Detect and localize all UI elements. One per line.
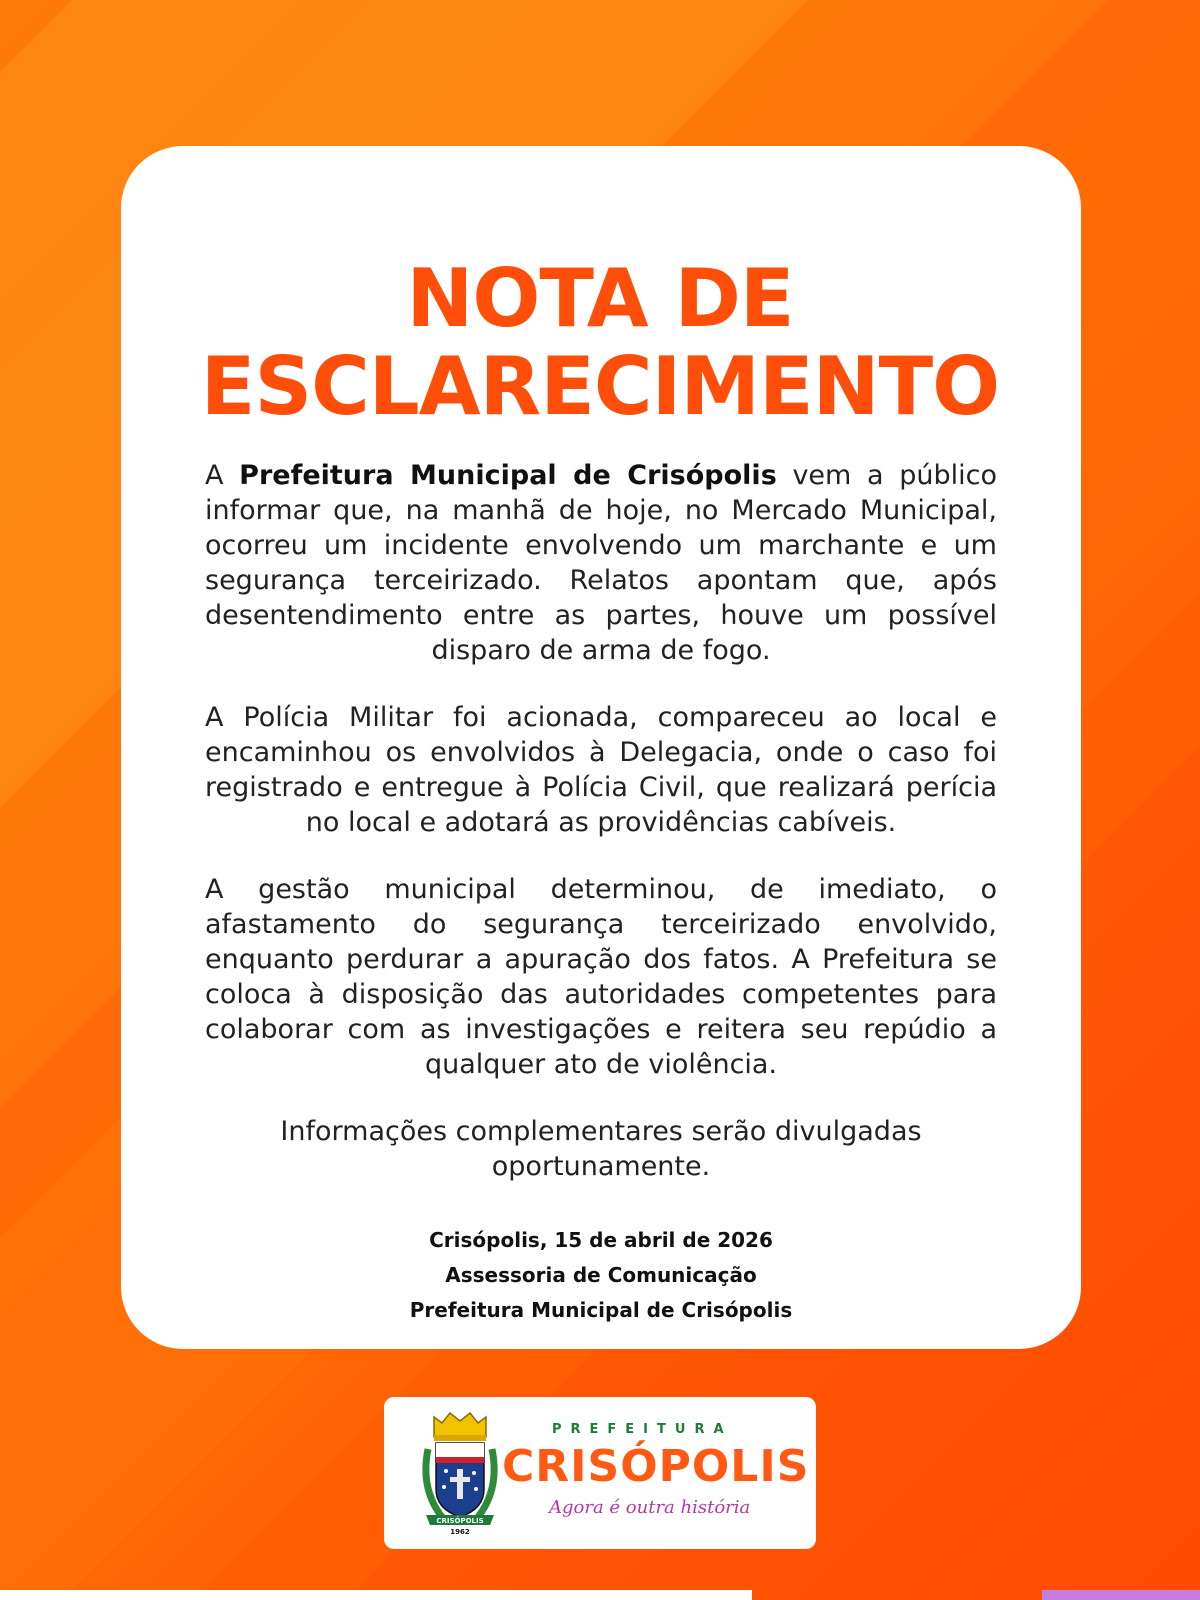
coat-of-arms-icon xyxy=(420,1409,500,1537)
crest-name: CRISÓPOLIS xyxy=(436,1517,484,1525)
logo-city-name: CRISÓPOLIS xyxy=(502,1441,810,1492)
logo-prefix: PREFEITURA xyxy=(552,1422,733,1437)
title-line-1: NOTA DE xyxy=(406,252,794,345)
bottom-purple-bar xyxy=(1042,1590,1200,1600)
signature-department: Assessoria de Comunicação xyxy=(445,1263,757,1287)
signature-date: Crisópolis, 15 de abril de 2026 xyxy=(429,1228,773,1252)
paragraph-3: A gestão municipal determinou, de imediato, o afastamento do segurança terceirizado envolvido, enquanto perdurar a apuração dos fatos. A Prefeitura se coloca à disposição das autoridades competentes para colaborar com as investigações e reitera seu repúdio a qualquer ato de violência. xyxy=(205,874,997,1080)
paragraph-4: Informações complementares serão divulgadas oportunamente. xyxy=(280,1116,922,1182)
paragraph-1-prefix: A xyxy=(205,460,240,491)
paragraph-1-rest: vem a público informar que, na manhã de hoje, no Mercado Municipal, ocorreu um incidente envolvendo um marchante e um segurança terceirizado. Relatos apontam que, após desentendimento entre as partes, houve um possível disparo de arma de fogo. xyxy=(205,460,997,666)
bottom-white-bar xyxy=(0,1590,752,1600)
signature-organization: Prefeitura Municipal de Crisópolis xyxy=(409,1298,793,1322)
title-line-2: ESCLARECIMENTO xyxy=(200,340,1000,433)
note-body xyxy=(205,458,997,1216)
page-title xyxy=(0,252,1200,433)
paragraph-2: A Polícia Militar foi acionada, compareceu ao local e encaminhou os envolvidos à Delegacia, onde o caso foi registrado e entregue à Polícia Civil, que realizará perícia no local e adotará as providências cabíveis. xyxy=(205,702,997,838)
logo-card xyxy=(384,1397,816,1549)
crest-year: 1962 xyxy=(450,1528,470,1536)
paragraph-1 xyxy=(205,458,997,668)
paragraph-1-bold: Prefeitura Municipal de Crisópolis xyxy=(239,460,777,491)
logo-slogan: Agora é outra história xyxy=(549,1497,751,1518)
